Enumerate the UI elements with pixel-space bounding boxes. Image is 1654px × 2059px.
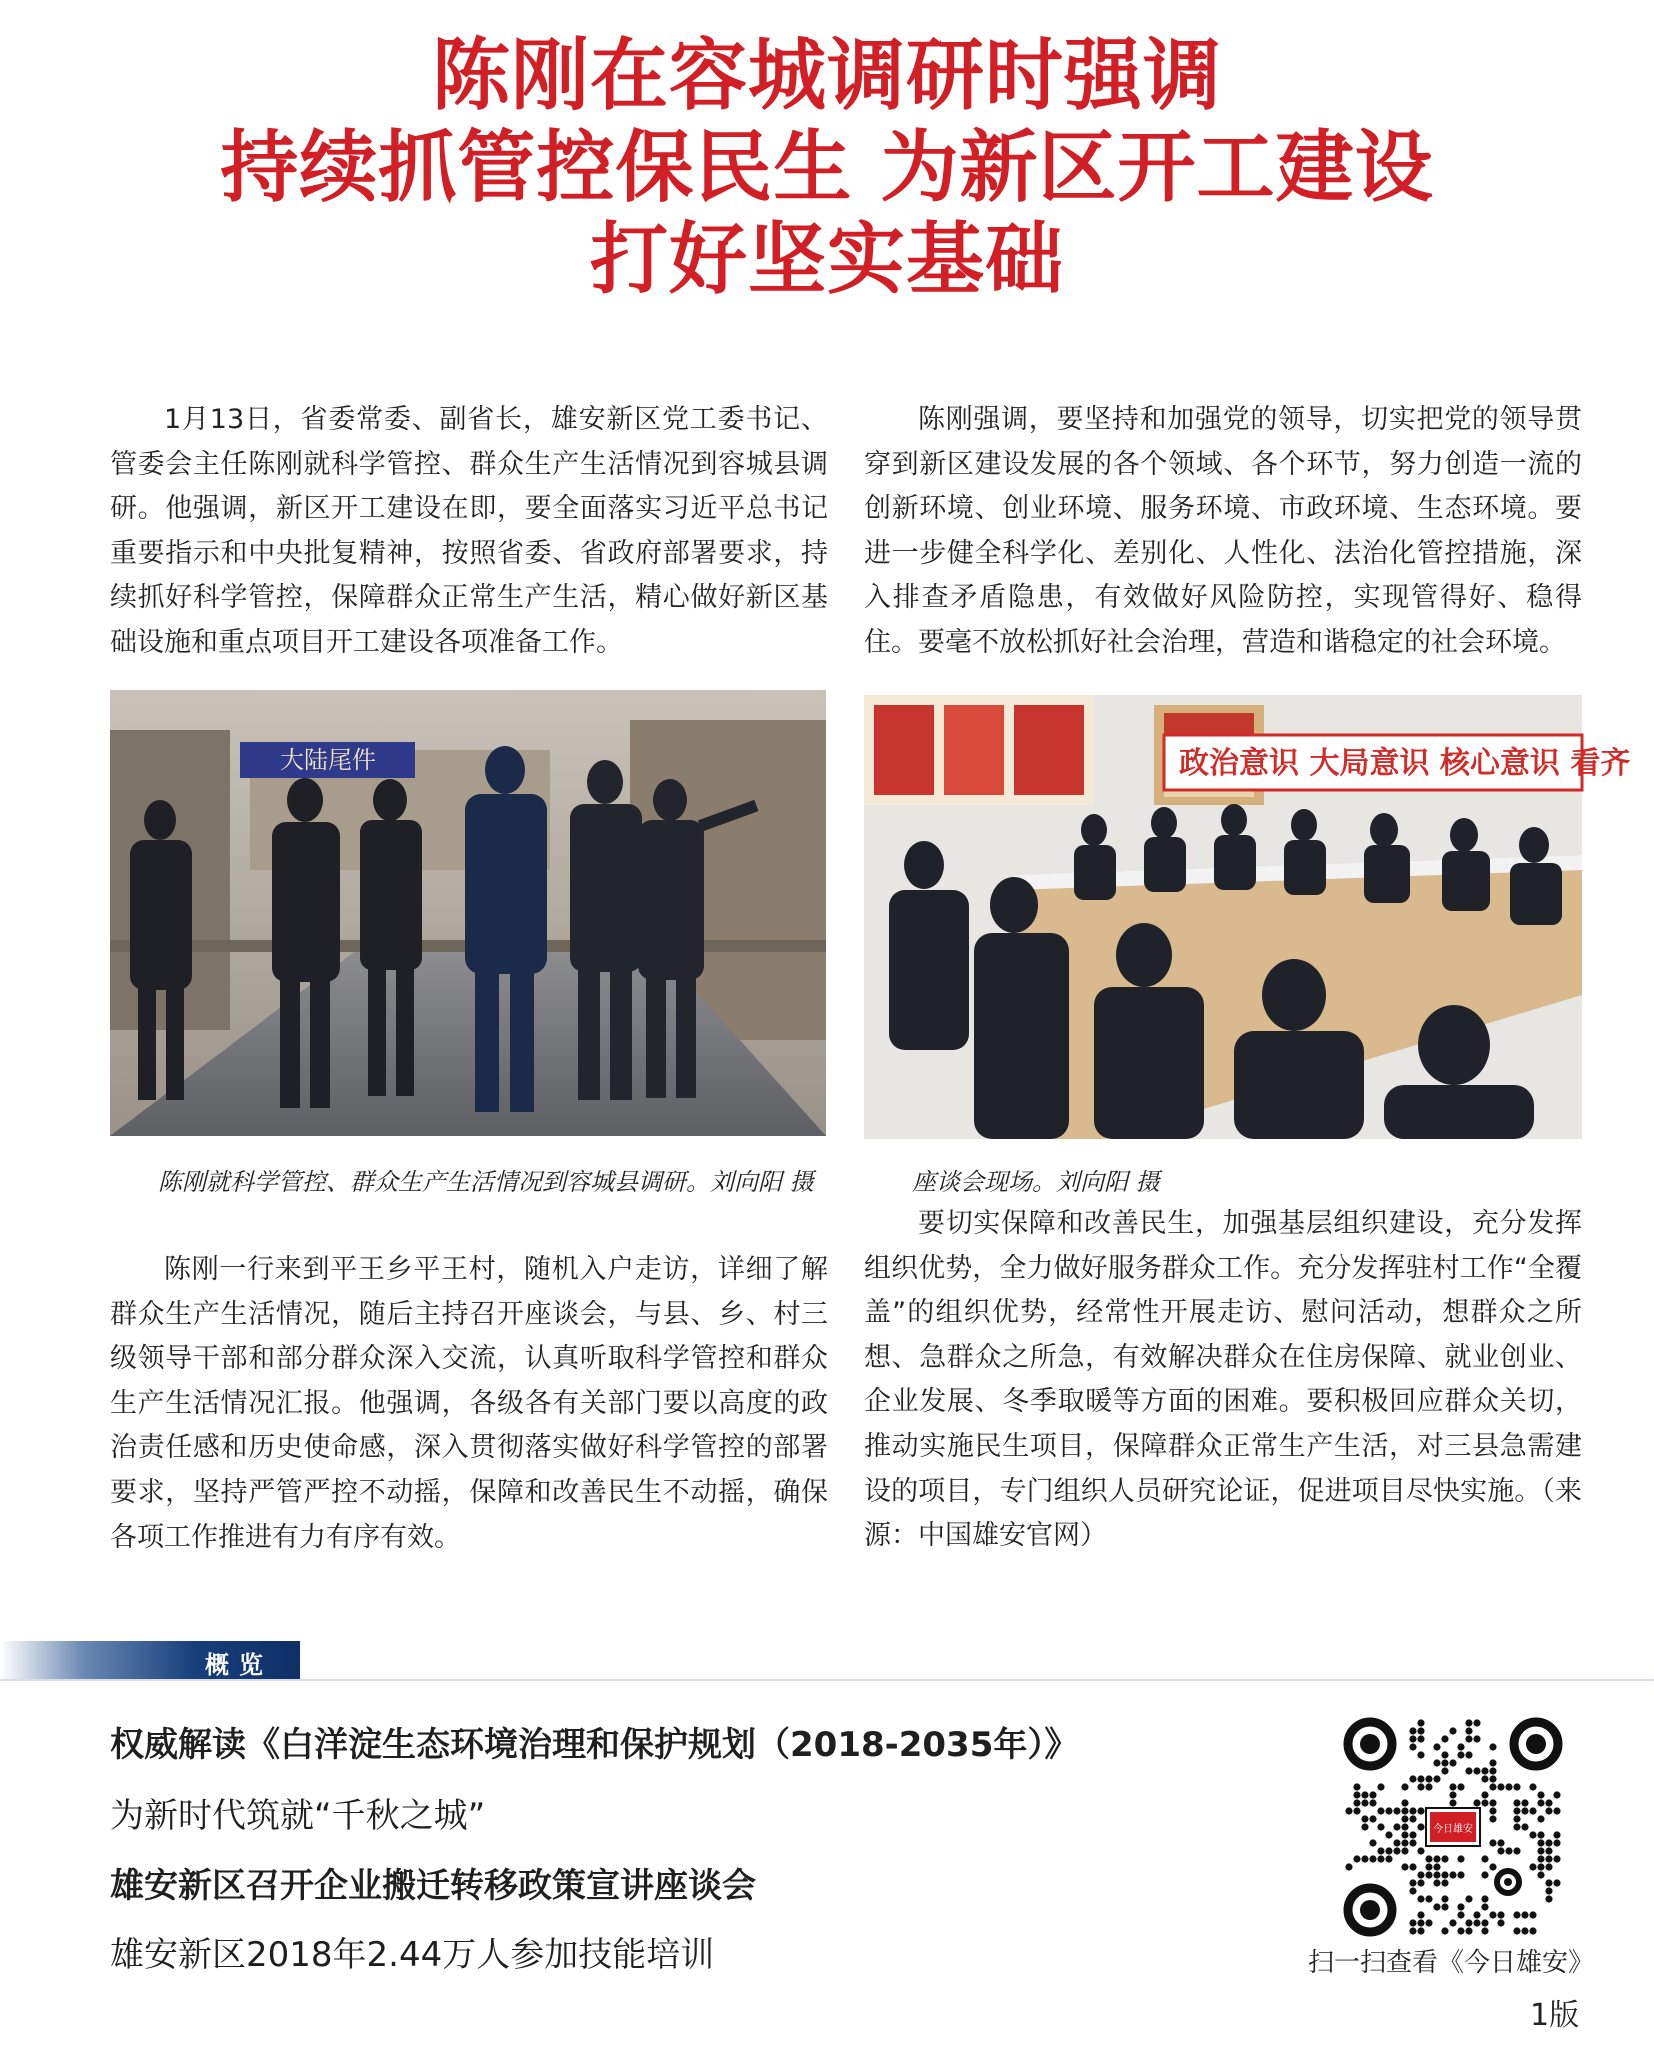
- qr-module: [1449, 1919, 1456, 1926]
- qr-module: [1473, 1719, 1480, 1726]
- qr-module: [1417, 1783, 1424, 1790]
- qr-module: [1425, 1871, 1432, 1878]
- qr-module: [1553, 1879, 1560, 1886]
- qr-module: [1473, 1735, 1480, 1742]
- qr-module: [1425, 1863, 1432, 1870]
- qr-module: [1537, 1863, 1544, 1870]
- qr-module: [1433, 1903, 1440, 1910]
- qr-module: [1473, 1799, 1480, 1806]
- qr-module: [1465, 1727, 1472, 1734]
- qr-module: [1545, 1895, 1552, 1902]
- qr-module: [1457, 1911, 1464, 1918]
- qr-module: [1545, 1879, 1552, 1886]
- qr-module: [1489, 1767, 1496, 1774]
- qr-module: [1553, 1791, 1560, 1798]
- qr-module: [1433, 1871, 1440, 1878]
- qr-module: [1441, 1767, 1448, 1774]
- qr-module: [1425, 1783, 1432, 1790]
- article-right-bottom: [864, 1202, 1582, 1559]
- qr-module: [1425, 1895, 1432, 1902]
- qr-module: [1505, 1783, 1512, 1790]
- qr-module: [1401, 1847, 1408, 1854]
- qr-module: [1457, 1927, 1464, 1934]
- caption-text: 座谈会现场。刘向阳 摄: [912, 1168, 1160, 1196]
- qr-module: [1377, 1823, 1384, 1830]
- qr-module: [1385, 1855, 1392, 1862]
- qr-module: [1401, 1823, 1408, 1830]
- qr-module: [1537, 1871, 1544, 1878]
- qr-module: [1345, 1863, 1352, 1870]
- qr-module: [1409, 1863, 1416, 1870]
- qr-module: [1473, 1767, 1480, 1774]
- qr-module: [1409, 1887, 1416, 1894]
- qr-module: [1417, 1823, 1424, 1830]
- qr-module: [1489, 1783, 1496, 1790]
- qr-module: [1529, 1831, 1536, 1838]
- qr-module: [1377, 1855, 1384, 1862]
- overview-divider: [0, 1679, 1654, 1681]
- qr-module: [1529, 1783, 1536, 1790]
- qr-module: [1537, 1847, 1544, 1854]
- qr-module: [1417, 1775, 1424, 1782]
- qr-module: [1521, 1807, 1528, 1814]
- qr-module: [1497, 1911, 1504, 1918]
- photo-village-visit: [110, 690, 826, 1136]
- qr-module: [1457, 1783, 1464, 1790]
- qr-module: [1529, 1863, 1536, 1870]
- photo-caption-left: [110, 1164, 826, 1200]
- qr-module: [1361, 1791, 1368, 1798]
- qr-module: [1489, 1743, 1496, 1750]
- qr-module: [1465, 1919, 1472, 1926]
- qr-module: [1425, 1855, 1432, 1862]
- qr-module: [1409, 1727, 1416, 1734]
- article-paragraph: 要切实保障和改善民生，加强基层组织建设，充分发挥组织优势，全力做好服务群众工作。充分发挥驻村工作“全覆盖”的组织优势，经常性开展走访、慰问活动，想群众之所想、急群众之所急，有效解决群众在住房保障、就业创业、企业发展、冬季取暖等方面的困难。要积极回应群众关切，推动实施民生项目，保障群众正常生产生活，对三县急需建设的项目，专门组织人员研究论证，促进项目尽快实施。（来源：中国雄安官网）: [864, 1208, 1582, 1552]
- qr-module: [1497, 1839, 1504, 1846]
- overview-item-4[interactable]: 雄安新区2018年2.44万人参加技能培训: [110, 1935, 715, 1975]
- qr-module: [1545, 1863, 1552, 1870]
- qr-module: [1409, 1839, 1416, 1846]
- article-paragraph: 1月13日，省委常委、副省长，雄安新区党工委书记、管委会主任陈刚就科学管控、群众生产生活情况到容城县调研。他强调，新区开工建设在即，要全面落实习近平总书记重要指示和中央批复精神，按照省委、省政府部署要求，持续抓好科学管控，保障群众正常生产生活，精心做好新区基础设施和重点项目开工建设各项准备工作。: [110, 404, 828, 658]
- qr-module: [1441, 1871, 1448, 1878]
- qr-module: [1457, 1903, 1464, 1910]
- qr-module: [1353, 1791, 1360, 1798]
- qr-module: [1513, 1847, 1520, 1854]
- qr-module: [1465, 1767, 1472, 1774]
- headline-line-2: 持续抓管控保民生 为新区开工建设: [220, 122, 1434, 213]
- qr-module: [1465, 1719, 1472, 1726]
- qr-module: [1545, 1855, 1552, 1862]
- qr-module: [1385, 1831, 1392, 1838]
- qr-module: [1529, 1927, 1536, 1934]
- qr-module: [1481, 1927, 1488, 1934]
- photo-symposium: [864, 695, 1631, 1139]
- qr-module: [1513, 1783, 1520, 1790]
- qr-module: [1457, 1855, 1464, 1862]
- article-paragraph: 陈刚一行来到平王乡平王村，随机入户走访，详细了解群众生产生活情况，随后主持召开座谈会，与县、乡、村三级领导干部和部分群众深入交流，认真听取科学管控和群众生产生活情况汇报。他强调，各级各有关部门要以高度的政治责任感和历史使命感，深入贯彻落实做好科学管控的部署要求，坚持严管严控不动摇，保障和改善民生不动摇，确保各项工作推进有力有序有效。: [110, 1254, 828, 1553]
- qr-module: [1489, 1759, 1496, 1766]
- qr-module: [1433, 1775, 1440, 1782]
- overview-section-bar: [0, 1641, 300, 1679]
- overview-item-2[interactable]: 为新时代筑就“千秋之城”: [110, 1796, 486, 1836]
- qr-module: [1465, 1927, 1472, 1934]
- qr-module: [1545, 1847, 1552, 1854]
- qr-module: [1481, 1919, 1488, 1926]
- headline-line-1: 陈刚在容城调研时强调: [431, 30, 1222, 121]
- qr-module: [1401, 1839, 1408, 1846]
- qr-module: [1513, 1799, 1520, 1806]
- qr-module: [1361, 1799, 1368, 1806]
- qr-module: [1473, 1911, 1480, 1918]
- qr-module: [1449, 1791, 1456, 1798]
- qr-module: [1481, 1871, 1488, 1878]
- qr-module: [1513, 1823, 1520, 1830]
- qr-module: [1369, 1855, 1376, 1862]
- qr-module: [1417, 1735, 1424, 1742]
- qr-module: [1417, 1871, 1424, 1878]
- qr-module: [1441, 1759, 1448, 1766]
- qr-module: [1409, 1775, 1416, 1782]
- qr-module: [1369, 1839, 1376, 1846]
- qr-module: [1489, 1911, 1496, 1918]
- qr-module: [1377, 1847, 1384, 1854]
- qr-module: [1417, 1847, 1424, 1854]
- qr-module: [1481, 1855, 1488, 1862]
- qr-module: [1521, 1799, 1528, 1806]
- qr-module: [1529, 1911, 1536, 1918]
- qr-module: [1417, 1895, 1424, 1902]
- photo-caption-right: [864, 1164, 1582, 1200]
- qr-module: [1481, 1767, 1488, 1774]
- qr-module: [1433, 1879, 1440, 1886]
- qr-module: [1393, 1807, 1400, 1814]
- qr-module: [1409, 1807, 1416, 1814]
- qr-module: [1489, 1799, 1496, 1806]
- qr-module: [1457, 1743, 1464, 1750]
- qr-module: [1537, 1799, 1544, 1806]
- qr-module: [1417, 1879, 1424, 1886]
- qr-module: [1417, 1719, 1424, 1726]
- qr-module: [1385, 1847, 1392, 1854]
- article-left-top: [110, 398, 828, 666]
- qr-module: [1441, 1751, 1448, 1758]
- qr-module: [1537, 1831, 1544, 1838]
- qr-module: [1441, 1879, 1448, 1886]
- qr-module: [1457, 1751, 1464, 1758]
- article-paragraph: 陈刚强调，要坚持和加强党的领导，切实把党的领导贯穿到新区建设发展的各个领域、各个环节，努力创造一流的创新环境、创业环境、服务环境、市政环境、生态环境。要进一步健全科学化、差别化、人性化、法治化管控措施，深入排查矛盾隐患，有效做好风险防控，实现管得好、稳得住。要毫不放松抓好社会治理，营造和谐稳定的社会环境。: [864, 404, 1582, 658]
- qr-module: [1433, 1855, 1440, 1862]
- page-number: 1版: [1530, 1998, 1580, 2033]
- qr-module: [1353, 1855, 1360, 1862]
- qr-module: [1521, 1823, 1528, 1830]
- qr-module: [1489, 1807, 1496, 1814]
- qr-module: [1401, 1783, 1408, 1790]
- qr-module: [1489, 1839, 1496, 1846]
- qr-module: [1409, 1879, 1416, 1886]
- qr-module: [1457, 1871, 1464, 1878]
- qr-module: [1473, 1919, 1480, 1926]
- qr-module: [1409, 1735, 1416, 1742]
- qr-module: [1449, 1727, 1456, 1734]
- article-right-top: [864, 398, 1582, 666]
- qr-module: [1553, 1855, 1560, 1862]
- qr-caption: 扫一扫查看《今日雄安》: [1307, 1948, 1594, 1978]
- qr-module: [1465, 1751, 1472, 1758]
- qr-module: [1393, 1823, 1400, 1830]
- qr-module: [1425, 1775, 1432, 1782]
- article-left-bottom: [110, 1248, 828, 1560]
- qr-module: [1441, 1855, 1448, 1862]
- qr-module: [1345, 1807, 1352, 1814]
- qr-module: [1393, 1839, 1400, 1846]
- qr-module: [1489, 1815, 1496, 1822]
- qr-module: [1433, 1863, 1440, 1870]
- qr-module: [1409, 1919, 1416, 1926]
- qr-module: [1417, 1807, 1424, 1814]
- qr-module: [1545, 1887, 1552, 1894]
- qr-module: [1377, 1807, 1384, 1814]
- qr-module: [1465, 1735, 1472, 1742]
- qr-module: [1361, 1815, 1368, 1822]
- qr-module: [1433, 1743, 1440, 1750]
- qr-module: [1401, 1863, 1408, 1870]
- headline: [0, 30, 1654, 306]
- overview-item-1[interactable]: 权威解读《白洋淀生态环境治理和保护规划（2018-2035年）》: [110, 1725, 1079, 1765]
- qr-module: [1441, 1927, 1448, 1934]
- banner-text: 政治意识 大局意识 核心意识 看齐: [1179, 746, 1631, 781]
- qr-module: [1521, 1927, 1528, 1934]
- qr-module: [1401, 1815, 1408, 1822]
- qr-module: [1361, 1855, 1368, 1862]
- qr-logo-text: 今日雄安: [1433, 1824, 1473, 1835]
- qr-module: [1409, 1927, 1416, 1934]
- qr-module: [1505, 1847, 1512, 1854]
- qr-module: [1409, 1743, 1416, 1750]
- qr-module: [1369, 1815, 1376, 1822]
- qr-module: [1353, 1783, 1360, 1790]
- qr-module: [1465, 1895, 1472, 1902]
- qr-module: [1417, 1919, 1424, 1926]
- qr-module: [1489, 1775, 1496, 1782]
- qr-module: [1449, 1799, 1456, 1806]
- qr-module: [1401, 1831, 1408, 1838]
- qr-module: [1497, 1919, 1504, 1926]
- qr-module: [1513, 1807, 1520, 1814]
- headline-line-3: 打好坚实基础: [589, 214, 1064, 305]
- qr-module: [1417, 1927, 1424, 1934]
- qr-module: [1497, 1783, 1504, 1790]
- qr-module: [1481, 1791, 1488, 1798]
- qr-module: [1401, 1807, 1408, 1814]
- qr-module: [1441, 1735, 1448, 1742]
- qr-module: [1481, 1799, 1488, 1806]
- qr-module: [1537, 1815, 1544, 1822]
- qr-module: [1545, 1807, 1552, 1814]
- qr-module: [1449, 1759, 1456, 1766]
- qr-module: [1513, 1815, 1520, 1822]
- qr-module: [1369, 1791, 1376, 1798]
- qr-module: [1513, 1927, 1520, 1934]
- qr-module: [1401, 1799, 1408, 1806]
- qr-module: [1449, 1871, 1456, 1878]
- overview-item-3[interactable]: 雄安新区召开企业搬迁转移政策宣讲座谈会: [110, 1866, 756, 1906]
- qr-module: [1513, 1911, 1520, 1918]
- qr-module: [1489, 1863, 1496, 1870]
- qr-module: [1481, 1775, 1488, 1782]
- qr-module: [1409, 1831, 1416, 1838]
- qr-module: [1377, 1783, 1384, 1790]
- qr-module: [1433, 1759, 1440, 1766]
- qr-module: [1537, 1791, 1544, 1798]
- qr-module: [1441, 1903, 1448, 1910]
- qr-module: [1553, 1839, 1560, 1846]
- qr-module: [1537, 1839, 1544, 1846]
- qr-module: [1529, 1807, 1536, 1814]
- qr-module: [1425, 1919, 1432, 1926]
- overview-label: 概览: [205, 1651, 273, 1679]
- qr-module: [1385, 1807, 1392, 1814]
- qr-module: [1361, 1823, 1368, 1830]
- qr-module: [1553, 1807, 1560, 1814]
- qr-module: [1353, 1807, 1360, 1814]
- qr-module: [1537, 1855, 1544, 1862]
- qr-module: [1417, 1911, 1424, 1918]
- qr-module: [1545, 1799, 1552, 1806]
- qr-module: [1417, 1727, 1424, 1734]
- qr-module: [1521, 1911, 1528, 1918]
- qr-module: [1545, 1839, 1552, 1846]
- qr-module: [1353, 1799, 1360, 1806]
- qr-module: [1417, 1751, 1424, 1758]
- qr-code[interactable]: [1338, 1712, 1568, 1942]
- qr-module: [1409, 1815, 1416, 1822]
- shop-sign-text: 大陆尾件: [280, 746, 376, 774]
- qr-module: [1497, 1847, 1504, 1854]
- qr-module: [1449, 1783, 1456, 1790]
- qr-module: [1481, 1895, 1488, 1902]
- caption-text: 陈刚就科学管控、群众生产生活情况到容城县调研。刘向阳 摄: [158, 1168, 814, 1196]
- qr-module: [1393, 1847, 1400, 1854]
- qr-module: [1369, 1799, 1376, 1806]
- qr-module: [1481, 1903, 1488, 1910]
- qr-module: [1553, 1831, 1560, 1838]
- qr-module: [1441, 1895, 1448, 1902]
